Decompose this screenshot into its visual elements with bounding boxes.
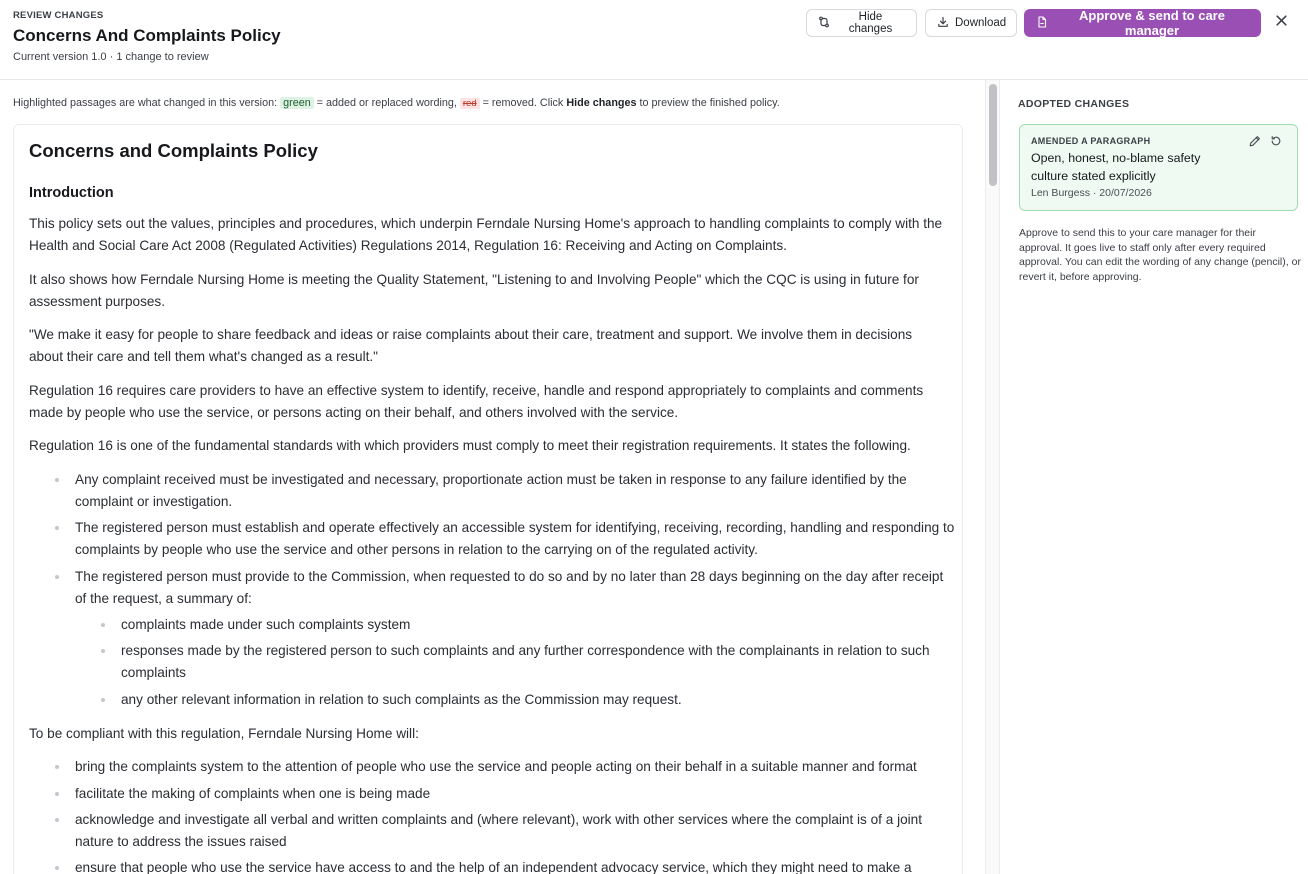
change-summary: Open, honest, no-blame safety culture stated explicitly (1031, 151, 1201, 183)
hide-changes-label: Hide changes (848, 11, 893, 35)
document-title: Concerns and Complaints Policy (29, 140, 318, 161)
close-button[interactable] (1270, 12, 1292, 34)
list-item (75, 566, 955, 610)
policy-document (13, 124, 963, 874)
legend-red-tag: red (460, 98, 480, 109)
paragraph: "We make it easy for people to share feedback and ideas or raise complaints about their care, treatment and support. We involve them in decisions about their care and tell them what's changed as a result." (29, 327, 913, 364)
hint-prefix: Highlighted passages are what changed in this version: (13, 97, 278, 109)
change-author-date: Len Burgess · 20/07/2026 (1031, 187, 1152, 199)
list-item (75, 857, 955, 874)
list-item (75, 517, 955, 561)
sub-list-item (121, 614, 955, 636)
version-subtitle: Current version 1.0 · 1 change to review (13, 51, 209, 63)
list-item (75, 809, 955, 853)
list-item (75, 756, 955, 778)
document-pane (0, 80, 985, 874)
adopted-changes-panel (1000, 80, 1308, 874)
revert-icon (1270, 134, 1282, 152)
list-item-text: facilitate the making of complaints when one is being made (75, 786, 431, 801)
change-type-label: AMENDED A PARAGRAPH (1031, 136, 1151, 146)
list-item-text: acknowledge and investigate all verbal and written complaints and (where relevant), work with other services where the complaint is of a joint nature to address the issues raised (75, 812, 923, 849)
bullet (55, 818, 59, 822)
list-item (75, 783, 955, 805)
download-label: Download (955, 17, 1007, 29)
list-item (75, 469, 955, 513)
revert-change-button[interactable] (1269, 136, 1283, 150)
scrollbar-thumb[interactable] (989, 84, 997, 186)
paragraph: Regulation 16 is one of the fundamental standards with which providers must comply to meet their registration requirements. It states the following. (29, 438, 911, 453)
bullet (101, 623, 105, 627)
sub-list-item (121, 640, 955, 684)
approval-note: Approve to send this to your care manager for their approval. It goes live to staff only after every required approval. You can edit the wording of any change (pencil), or revert it, before approving. (1019, 227, 1301, 283)
approve-label: Approve & send to care manager (1079, 8, 1225, 38)
list-item-text: ensure that people who use the service have access to and the help of an independent advocacy service, which they might need to make a (75, 860, 912, 874)
edit-change-button[interactable] (1248, 136, 1262, 150)
pencil-icon (1249, 134, 1261, 152)
header (0, 0, 1308, 80)
hint-red-text: = removed. Click (482, 97, 564, 109)
panel-title: ADOPTED CHANGES (1018, 98, 1130, 110)
paragraph: It also shows how Ferndale Nursing Home is meeting the Quality Statement, "Listening to and Involving People" which the CQC is using in future for assessment purposes. (29, 272, 919, 309)
document-scrollbar[interactable] (985, 80, 1000, 874)
list-item-text: any other relevant information in relation to such complaints as the Commission may request. (121, 692, 682, 707)
list-item-text: bring the complaints system to the attention of people who use the service and people acting on their behalf in a suitable manner and format (75, 759, 917, 774)
legend-green-tag: green (280, 97, 314, 109)
bullet (55, 765, 59, 769)
change-card[interactable] (1019, 124, 1298, 211)
list-item-text: responses made by the registered person to such complaints and any further correspondence with the complainants in relation to such complaints (121, 643, 930, 680)
download-icon (937, 16, 949, 31)
paragraph: Regulation 16 requires care providers to have an effective system to identify, receive, handle and respond appropriately to complaints and comments made by people who use the service, or persons acting on their behalf, and others involved with the service. (29, 383, 924, 420)
list-item-text: The registered person must provide to the Commission, when requested to do so and by no later than 28 days beginning on the day after receipt of the request, a summary of: (75, 569, 944, 606)
hint-bold-hide-changes: Hide changes (566, 97, 637, 109)
bullet (101, 698, 105, 702)
hide-changes-button[interactable] (806, 9, 917, 37)
sub-list-item (121, 689, 955, 711)
paragraph: This policy sets out the values, principles and procedures, which underpin Ferndale Nursing Home's approach to handling complaints to comply with the Health and Social Care Act 2008 (Regulated Activities) Regulations 2014, Regulation 16: Receiving and Acting on Complaints. (29, 216, 943, 253)
close-icon (1275, 14, 1288, 32)
bullet (55, 575, 59, 579)
download-button[interactable] (925, 9, 1017, 37)
list-item-text: complaints made under such complaints system (121, 617, 411, 632)
approve-send-button[interactable] (1024, 9, 1261, 37)
hint-green-text: = added or replaced wording, (316, 97, 457, 109)
bullet (55, 478, 59, 482)
send-document-icon (1036, 16, 1048, 31)
list-item-text: Any complaint received must be investigated and necessary, proportionate action must be taken in response to any failure identified by the complaint or investigation. (75, 472, 907, 509)
list-item-text: The registered person must establish and operate effectively an accessible system for identifying, receiving, recording, handling and responding to complaints by people who use the service and other persons in relation to the carrying on of the regulated activity. (75, 520, 955, 557)
bullet (55, 526, 59, 530)
bullet (55, 792, 59, 796)
eyebrow-label: REVIEW CHANGES (13, 10, 104, 21)
compare-icon (818, 16, 830, 31)
section-heading: Introduction (29, 185, 114, 201)
bullet (101, 649, 105, 653)
page-title: Concerns And Complaints Policy (13, 26, 281, 45)
hint-suffix: to preview the finished policy. (639, 97, 780, 109)
bullet (55, 866, 59, 870)
paragraph: To be compliant with this regulation, Ferndale Nursing Home will: (29, 726, 419, 741)
change-legend-hint (13, 97, 780, 109)
